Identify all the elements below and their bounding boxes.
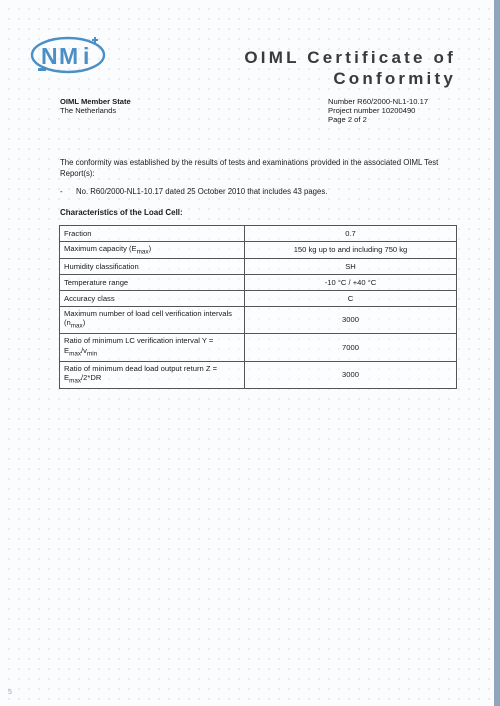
member-state-label: OIML Member State (60, 97, 131, 106)
row-value: C (245, 290, 457, 306)
title-line-1: OIML Certificate of (244, 48, 456, 67)
label-text: Maximum number of load cell verification intervals (n (64, 308, 232, 328)
label-tail: /2*DR (81, 373, 102, 383)
page-number: Page 2 of 2 (328, 115, 367, 124)
edge-bar (494, 0, 500, 706)
certificate-meta-block (328, 97, 428, 124)
nmi-logo-icon (30, 36, 110, 74)
row-label: Accuracy class (60, 290, 245, 306)
label-subscript: max (69, 377, 82, 385)
title-line-2: Conformity (333, 69, 456, 88)
svg-text:i: i (83, 43, 90, 69)
report-item-text: No. R60/2000-NL1-10.17 dated 25 October 2010 that includes 43 pages. (76, 187, 328, 196)
table-row (60, 242, 457, 259)
label-text: Ratio of minimum dead load output return Z = E (64, 363, 218, 383)
row-value: SH (245, 258, 457, 274)
certificate-number: Number R60/2000-NL1-10.17 (328, 97, 429, 106)
table-row (60, 306, 457, 334)
table-row (60, 361, 457, 389)
svg-text:N: N (41, 43, 58, 69)
nmi-logo (30, 36, 110, 74)
row-label (60, 334, 245, 362)
member-state-block (60, 97, 131, 115)
label-subscript: max (70, 322, 83, 330)
table-row (60, 258, 457, 274)
corner-mark: 5 (8, 689, 12, 696)
label-tail: ) (148, 244, 152, 253)
svg-text:M: M (59, 43, 79, 69)
row-label: Fraction (60, 226, 245, 242)
row-label: Humidity classification (60, 258, 245, 274)
label-mid: /v (81, 345, 87, 355)
label-subscript: max (69, 350, 82, 358)
intro-text: The conformity was established by the results of tests and examinations provided in the associated OIML Test Report(s): (60, 158, 439, 178)
report-list-item (60, 187, 327, 196)
row-label: Temperature range (60, 274, 245, 290)
row-label (60, 361, 245, 389)
member-state-value: The Netherlands (60, 106, 117, 115)
label-subscript-2: min (86, 350, 98, 358)
row-label (60, 242, 245, 259)
label-tail: ) (82, 318, 86, 328)
table-row (60, 334, 457, 362)
table-row (60, 290, 457, 306)
characteristics-table (59, 225, 457, 389)
label-subscript: max (136, 248, 149, 256)
row-value: 7000 (245, 334, 457, 362)
certificate-title (196, 47, 456, 89)
table-row (60, 226, 457, 242)
project-number: Project number 10200490 (328, 106, 416, 115)
row-value: 0.7 (245, 226, 457, 242)
row-value: -10 °C / +40 °C (245, 274, 457, 290)
label-text: Ratio of minimum LC verification interval Y = E (64, 336, 214, 355)
table-row (60, 274, 457, 290)
label-text: Maximum capacity (E (64, 244, 137, 253)
row-value: 3000 (245, 361, 457, 389)
row-value: 3000 (245, 306, 457, 334)
report-dash: - (60, 187, 63, 196)
section-heading: Characteristics of the Load Cell: (60, 208, 183, 217)
row-label (60, 306, 245, 334)
row-value: 150 kg up to and including 750 kg (245, 242, 457, 259)
